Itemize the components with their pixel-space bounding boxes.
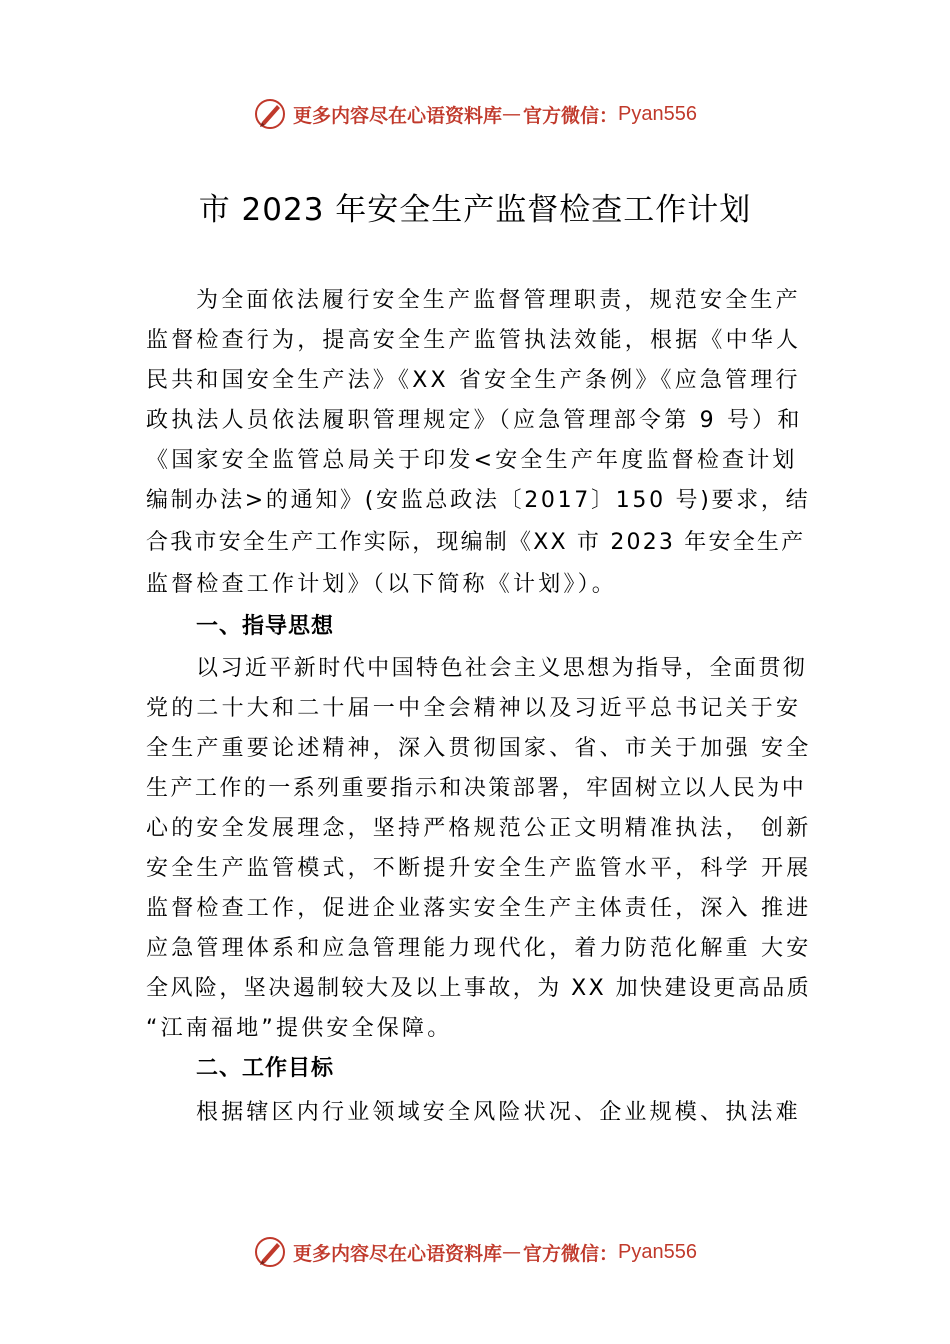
section-heading-work-goals: 二、工作目标	[196, 1056, 335, 1081]
watermark-top	[0, 94, 950, 134]
paragraph-line: 全生产重要论述精神，深入贯彻国家、省、市关于加强 安全	[146, 736, 812, 761]
paragraph-line: 合我市安全生产工作实际，现编制《XX 市 2023 年安全生产	[146, 530, 806, 555]
paragraph-line: 为全面依法履行安全生产监督管理职责，规范安全生产	[196, 288, 801, 313]
section-heading-guiding-ideology: 一、指导思想	[196, 614, 335, 639]
paragraph-line: 监督检查工作计划》（以下简称《计划》）。	[146, 572, 618, 597]
watermark-wechat-label: 官方微信：	[523, 1242, 619, 1265]
paragraph-line: 应急管理体系和应急管理能力现代化，着力防范化解重 大安	[146, 936, 812, 961]
paragraph-line: 党的二十大和二十届一中全会精神以及习近平总书记关于安	[146, 696, 802, 721]
document-title: 市 2023 年安全生产监督检查工作计划	[198, 192, 752, 228]
watermark-wechat-id: Pyan556	[618, 1240, 697, 1263]
paragraph-line: 政执法人员依法履职管理规定》（应急管理部令第 9 号）和	[146, 408, 803, 433]
watermark-main-text: 更多内容尽在心语资料库	[293, 1242, 503, 1265]
watermark-wechat-label: 官方微信：	[523, 104, 619, 127]
watermark-separator: —	[502, 103, 524, 125]
paragraph-line: 心的安全发展理念，坚持严格规范公正文明精准执法， 创新	[146, 816, 812, 841]
paragraph-line: 根据辖区内行业领域安全风险状况、企业规模、执法难	[196, 1100, 801, 1125]
paragraph-line: 全风险，坚决遏制较大及以上事故，为 XX 加快建设更高品质	[146, 976, 812, 1001]
pen-logo-icon	[253, 1235, 287, 1269]
watermark-bottom	[0, 1232, 950, 1272]
paragraph-line: 监督检查工作，促进企业落实安全生产主体责任，深入 推进	[146, 896, 812, 921]
paragraph-line: 生产工作的一系列重要指示和决策部署，牢固树立以人民为中	[146, 776, 807, 801]
watermark-main-text: 更多内容尽在心语资料库	[293, 104, 503, 127]
pen-logo-icon	[253, 97, 287, 131]
watermark-separator: —	[502, 1241, 524, 1263]
paragraph-line: 监督检查行为，提高安全生产监管执法效能，根据《中华人	[146, 328, 802, 353]
watermark-wechat-id: Pyan556	[618, 102, 697, 125]
paragraph-line: 编制办法>的通知》(安监总政法〔2017〕150 号)要求，结	[146, 488, 811, 513]
paragraph-line: 民共和国安全生产法》《XX 省安全生产条例》《应急管理行	[146, 368, 801, 393]
paragraph-line: “江南福地”提供安全保障。	[146, 1016, 453, 1041]
paragraph-line: 《国家安全监管总局关于印发<安全生产年度监督检查计划	[146, 448, 798, 473]
paragraph-line: 安全生产监管模式，不断提升安全生产监管水平，科学 开展	[146, 856, 812, 881]
paragraph-line: 以习近平新时代中国特色社会主义思想为指导，全面贯彻	[196, 656, 808, 681]
